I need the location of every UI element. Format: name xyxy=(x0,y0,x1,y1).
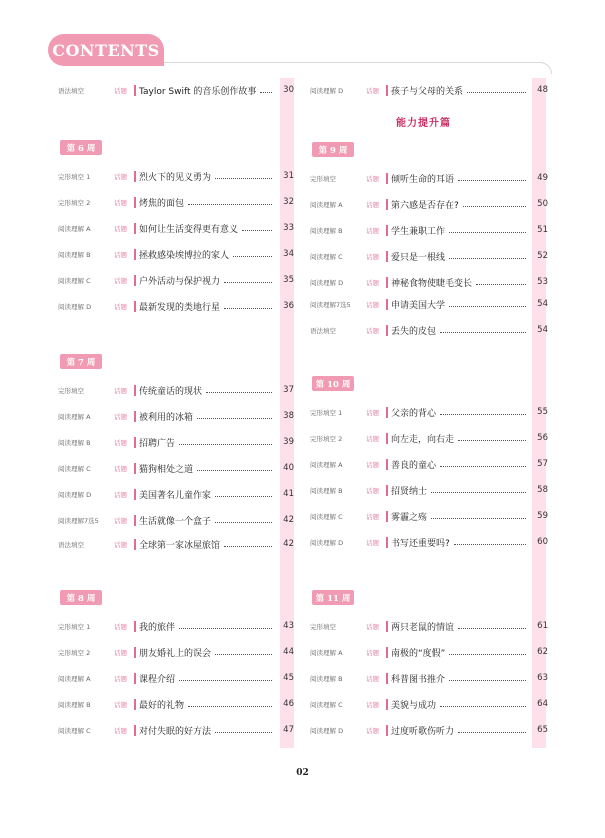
entry-type: 阅读理解 A xyxy=(310,648,343,657)
entry-marker xyxy=(386,173,388,184)
entry-page-number: 42 xyxy=(283,515,294,525)
entry-title: 招贤纳士 xyxy=(391,486,428,497)
entry-type: 阅读理解 D xyxy=(310,726,344,735)
entry-title: 丢失的皮包 xyxy=(391,326,437,337)
entry-page-number: 49 xyxy=(537,173,548,183)
entry-leader xyxy=(431,492,526,493)
entry-page-number: 47 xyxy=(283,725,294,735)
entry-marker xyxy=(386,199,388,210)
entry-type: 阅读理解 C xyxy=(310,512,343,521)
toc-entry[interactable] xyxy=(310,720,548,740)
entry-marker xyxy=(386,225,388,236)
toc-entry[interactable] xyxy=(58,642,294,662)
entry-type: 阅读理解 A xyxy=(310,460,343,469)
entry-topic-tag: 话题 xyxy=(366,86,379,95)
toc-entry[interactable] xyxy=(310,272,548,292)
entry-topic-tag: 话题 xyxy=(114,700,127,709)
toc-entry[interactable] xyxy=(58,296,294,316)
entry-marker xyxy=(134,171,136,182)
toc-entry[interactable] xyxy=(58,192,294,212)
entry-leader xyxy=(224,282,272,283)
entry-topic-tag: 话题 xyxy=(366,300,379,309)
entry-type: 语法填空 xyxy=(58,540,84,549)
entry-title: 孩子与父母的关系 xyxy=(391,86,464,97)
entry-title: 申请美国大学 xyxy=(391,300,446,311)
entry-page-number: 46 xyxy=(283,699,294,709)
entry-marker xyxy=(134,725,136,736)
entry-marker xyxy=(134,673,136,684)
entry-marker xyxy=(134,411,136,422)
entry-title: 课程介绍 xyxy=(139,674,176,685)
toc-entry[interactable] xyxy=(58,270,294,290)
entry-title: 父亲的背心 xyxy=(391,408,437,419)
entry-topic-tag: 话题 xyxy=(114,172,127,181)
entry-title: 爱只是一根线 xyxy=(391,252,446,263)
toc-entry[interactable] xyxy=(310,80,548,100)
toc-entry[interactable] xyxy=(58,80,294,100)
entry-type: 阅读理解 D xyxy=(310,86,344,95)
week-badge: 第 9 周 xyxy=(312,142,354,157)
entry-topic-tag: 话题 xyxy=(366,512,379,521)
entry-page-number: 35 xyxy=(283,275,294,285)
entry-page-number: 50 xyxy=(537,199,548,209)
entry-type: 完形填空 2 xyxy=(58,198,91,207)
entry-type: 阅读理解 D xyxy=(310,278,344,287)
entry-page-number: 42 xyxy=(283,539,294,549)
entry-page-number: 51 xyxy=(537,225,548,235)
entry-leader xyxy=(197,470,272,471)
entry-leader xyxy=(260,92,272,93)
entry-marker xyxy=(386,325,388,336)
entry-marker xyxy=(386,85,388,96)
page-number: 02 xyxy=(296,768,309,778)
entry-leader xyxy=(215,496,272,497)
entry-topic-tag: 话题 xyxy=(114,726,127,735)
entry-marker xyxy=(134,489,136,500)
entry-leader xyxy=(476,284,526,285)
entry-page-number: 32 xyxy=(283,197,294,207)
entry-leader xyxy=(449,680,526,681)
entry-title: 户外活动与保护视力 xyxy=(139,276,221,287)
entry-leader xyxy=(197,418,272,419)
entry-leader xyxy=(449,654,526,655)
entry-page-number: 31 xyxy=(283,171,294,181)
entry-page-number: 36 xyxy=(283,301,294,311)
entry-marker xyxy=(386,407,388,418)
entry-page-number: 62 xyxy=(537,647,548,657)
entry-type: 完形填空 1 xyxy=(58,172,91,181)
entry-title: 科普图书推介 xyxy=(391,674,446,685)
entry-title: 生活就像一个盒子 xyxy=(139,516,212,527)
week-badge: 第 10 周 xyxy=(312,376,354,391)
entry-topic-tag: 话题 xyxy=(366,200,379,209)
entry-topic-tag: 话题 xyxy=(366,622,379,631)
entry-topic-tag: 话题 xyxy=(114,516,127,525)
entry-leader xyxy=(449,306,526,307)
entry-title: 南极的“度假” xyxy=(391,648,446,659)
entry-page-number: 45 xyxy=(283,673,294,683)
entry-title: 被利用的冰箱 xyxy=(139,412,194,423)
entry-type: 阅读理解7选5 xyxy=(58,516,99,525)
entry-marker xyxy=(386,647,388,658)
entry-title: 学生兼职工作 xyxy=(391,226,446,237)
entry-leader xyxy=(458,440,526,441)
entry-title: 第六感是否存在? xyxy=(391,200,459,211)
entry-title: Taylor Swift 的音乐创作故事 xyxy=(139,86,257,97)
entry-topic-tag: 话题 xyxy=(366,700,379,709)
entry-type: 阅读理解 B xyxy=(310,674,343,683)
entry-marker xyxy=(386,299,388,310)
toc-entry[interactable] xyxy=(58,406,294,426)
toc-entry[interactable] xyxy=(310,220,548,240)
toc-entry[interactable] xyxy=(58,432,294,452)
toc-entry[interactable] xyxy=(310,294,548,314)
entry-topic-tag: 话题 xyxy=(114,648,127,657)
entry-title: 传统童话的现状 xyxy=(139,386,203,397)
toc-entry[interactable] xyxy=(58,166,294,186)
contents-title: CONTENTS xyxy=(48,34,164,66)
toc-entry[interactable] xyxy=(58,484,294,504)
entry-marker xyxy=(134,197,136,208)
toc-entry[interactable] xyxy=(310,168,548,188)
entry-topic-tag: 话题 xyxy=(114,198,127,207)
entry-type: 阅读理解 C xyxy=(58,726,91,735)
entry-leader xyxy=(440,466,526,467)
entry-type: 阅读理解 B xyxy=(310,226,343,235)
entry-leader xyxy=(431,518,526,519)
toc-entry[interactable] xyxy=(58,616,294,636)
entry-type: 完形填空 1 xyxy=(58,622,91,631)
entry-topic-tag: 话题 xyxy=(114,276,127,285)
entry-page-number: 41 xyxy=(283,489,294,499)
entry-title: 向左走，向右走 xyxy=(391,434,455,445)
toc-entry[interactable] xyxy=(58,510,294,530)
entry-marker xyxy=(134,515,136,526)
entry-page-number: 60 xyxy=(537,537,548,547)
entry-topic-tag: 话题 xyxy=(114,224,127,233)
entry-title: 雾霾之殇 xyxy=(391,512,428,523)
entry-page-number: 43 xyxy=(283,621,294,631)
entry-leader xyxy=(454,544,526,545)
entry-page-number: 59 xyxy=(537,511,548,521)
week-badge: 第 7 周 xyxy=(60,354,102,369)
week-badge: 第 6 周 xyxy=(60,140,102,155)
entry-marker xyxy=(134,385,136,396)
entry-type: 完形填空 2 xyxy=(58,648,91,657)
week-badge: 第 8 周 xyxy=(60,590,102,605)
section-title: 能力提升篇 xyxy=(396,118,451,129)
entry-type: 语法填空 xyxy=(310,326,336,335)
toc-entry[interactable] xyxy=(310,480,548,500)
entry-leader xyxy=(458,732,526,733)
toc-entry[interactable] xyxy=(310,506,548,526)
entry-marker xyxy=(386,621,388,632)
entry-page-number: 64 xyxy=(537,699,548,709)
entry-leader xyxy=(440,414,526,415)
entry-page-number: 65 xyxy=(537,725,548,735)
entry-topic-tag: 话题 xyxy=(366,486,379,495)
entry-marker xyxy=(386,725,388,736)
toc-entry[interactable] xyxy=(310,246,548,266)
entry-type: 阅读理解 D xyxy=(58,302,92,311)
entry-topic-tag: 话题 xyxy=(366,252,379,261)
toc-entry[interactable] xyxy=(58,458,294,478)
entry-type: 阅读理解 C xyxy=(58,276,91,285)
toc-entry[interactable] xyxy=(310,428,548,448)
entry-type: 阅读理解 A xyxy=(58,412,91,421)
entry-marker xyxy=(134,699,136,710)
entry-page-number: 53 xyxy=(537,277,548,287)
toc-entry[interactable] xyxy=(58,668,294,688)
entry-leader xyxy=(206,392,272,393)
entry-topic-tag: 话题 xyxy=(114,674,127,683)
toc-entry[interactable] xyxy=(58,218,294,238)
entry-type: 阅读理解7选5 xyxy=(310,300,351,309)
entry-topic-tag: 话题 xyxy=(366,174,379,183)
entry-type: 阅读理解 C xyxy=(310,700,343,709)
entry-topic-tag: 话题 xyxy=(114,622,127,631)
entry-title: 对付失眠的好方法 xyxy=(139,726,212,737)
entry-type: 阅读理解 B xyxy=(58,438,91,447)
toc-entry[interactable] xyxy=(310,532,548,552)
entry-leader xyxy=(242,230,272,231)
toc-entry[interactable] xyxy=(310,454,548,474)
entry-leader xyxy=(179,628,272,629)
entry-topic-tag: 话题 xyxy=(366,726,379,735)
entry-marker xyxy=(134,275,136,286)
entry-marker xyxy=(386,699,388,710)
entry-title: 书写还重要吗? xyxy=(391,538,450,549)
entry-page-number: 63 xyxy=(537,673,548,683)
entry-type: 语法填空 xyxy=(58,86,84,95)
entry-title: 美貌与成功 xyxy=(391,700,437,711)
entry-type: 阅读理解 C xyxy=(58,464,91,473)
entry-title: 烈火下的见义勇为 xyxy=(139,172,212,183)
entry-topic-tag: 话题 xyxy=(366,648,379,657)
toc-entry[interactable] xyxy=(310,694,548,714)
entry-leader xyxy=(440,706,526,707)
toc-entry[interactable] xyxy=(310,320,548,340)
entry-marker xyxy=(134,85,136,96)
entry-topic-tag: 话题 xyxy=(366,278,379,287)
entry-marker xyxy=(134,223,136,234)
entry-topic-tag: 话题 xyxy=(366,434,379,443)
entry-type: 完形填空 1 xyxy=(310,408,343,417)
entry-title: 拯救感染埃博拉的家人 xyxy=(139,250,230,261)
entry-title: 倾听生命的耳语 xyxy=(391,174,455,185)
entry-marker xyxy=(134,463,136,474)
entry-page-number: 44 xyxy=(283,647,294,657)
entry-leader xyxy=(179,680,272,681)
entry-leader xyxy=(215,732,272,733)
toc-entry[interactable] xyxy=(58,244,294,264)
entry-marker xyxy=(134,647,136,658)
entry-leader xyxy=(179,444,272,445)
toc-entry[interactable] xyxy=(310,194,548,214)
entry-title: 善良的童心 xyxy=(391,460,437,471)
toc-entry[interactable] xyxy=(58,380,294,400)
entry-topic-tag: 话题 xyxy=(366,674,379,683)
entry-title: 烤焦的面包 xyxy=(139,198,185,209)
entry-type: 阅读理解 D xyxy=(310,538,344,547)
entry-type: 阅读理解 A xyxy=(310,200,343,209)
entry-leader xyxy=(224,546,272,547)
entry-leader xyxy=(440,332,526,333)
entry-page-number: 54 xyxy=(537,299,548,309)
entry-title: 过度听歌伤听力 xyxy=(391,726,455,737)
entry-title: 两只老鼠的情谊 xyxy=(391,622,455,633)
entry-leader xyxy=(224,308,272,309)
entry-title: 如何让生活变得更有意义 xyxy=(139,224,239,235)
entry-topic-tag: 话题 xyxy=(114,412,127,421)
entry-leader xyxy=(215,522,272,523)
toc-entry[interactable] xyxy=(58,534,294,554)
entry-title: 全球第一家冰屋旅馆 xyxy=(139,540,221,551)
entry-title: 神秘食物使睫毛变长 xyxy=(391,278,473,289)
entry-type: 完形填空 xyxy=(58,386,84,395)
entry-type: 阅读理解 B xyxy=(58,700,91,709)
toc-entry[interactable] xyxy=(310,642,548,662)
entry-page-number: 40 xyxy=(283,463,294,473)
entry-leader xyxy=(467,92,526,93)
entry-type: 阅读理解 A xyxy=(58,224,91,233)
entry-type: 完形填空 xyxy=(310,622,336,631)
week-badge: 第 11 周 xyxy=(312,590,354,605)
entry-leader xyxy=(449,258,526,259)
entry-page-number: 56 xyxy=(537,433,548,443)
entry-title: 最好的礼物 xyxy=(139,700,185,711)
entry-marker xyxy=(134,621,136,632)
entry-leader xyxy=(215,654,272,655)
entry-type: 阅读理解 D xyxy=(58,490,92,499)
entry-topic-tag: 话题 xyxy=(114,250,127,259)
toc-entry[interactable] xyxy=(310,668,548,688)
entry-page-number: 37 xyxy=(283,385,294,395)
entry-topic-tag: 话题 xyxy=(114,540,127,549)
entry-title: 猫狗相处之道 xyxy=(139,464,194,475)
entry-marker xyxy=(386,511,388,522)
entry-topic-tag: 话题 xyxy=(114,438,127,447)
entry-leader xyxy=(233,256,272,257)
entry-type: 阅读理解 C xyxy=(310,252,343,261)
entry-leader xyxy=(458,180,526,181)
entry-leader xyxy=(215,178,272,179)
entry-marker xyxy=(134,539,136,550)
entry-marker xyxy=(134,437,136,448)
entry-title: 招聘广告 xyxy=(139,438,176,449)
entry-page-number: 55 xyxy=(537,407,548,417)
entry-marker xyxy=(134,301,136,312)
entry-topic-tag: 话题 xyxy=(366,226,379,235)
entry-marker xyxy=(386,673,388,684)
toc-entry[interactable] xyxy=(310,402,548,422)
entry-page-number: 58 xyxy=(537,485,548,495)
entry-page-number: 57 xyxy=(537,459,548,469)
entry-page-number: 61 xyxy=(537,621,548,631)
entry-page-number: 52 xyxy=(537,251,548,261)
entry-leader xyxy=(463,206,526,207)
entry-page-number: 48 xyxy=(537,85,548,95)
entry-title: 最新发现的类地行星 xyxy=(139,302,221,313)
entry-marker xyxy=(386,459,388,470)
entry-topic-tag: 话题 xyxy=(114,302,127,311)
entry-type: 完形填空 2 xyxy=(310,434,343,443)
entry-topic-tag: 话题 xyxy=(114,490,127,499)
entry-page-number: 54 xyxy=(537,325,548,335)
entry-topic-tag: 话题 xyxy=(366,460,379,469)
entry-topic-tag: 话题 xyxy=(114,386,127,395)
entry-topic-tag: 话题 xyxy=(114,86,127,95)
entry-leader xyxy=(188,706,272,707)
toc-entry[interactable] xyxy=(58,694,294,714)
entry-topic-tag: 话题 xyxy=(114,464,127,473)
entry-page-number: 33 xyxy=(283,223,294,233)
entry-leader xyxy=(458,628,526,629)
entry-type: 阅读理解 A xyxy=(58,674,91,683)
entry-page-number: 39 xyxy=(283,437,294,447)
entry-type: 完形填空 xyxy=(310,174,336,183)
entry-title: 美国著名儿童作家 xyxy=(139,490,212,501)
entry-topic-tag: 话题 xyxy=(366,538,379,547)
entry-page-number: 38 xyxy=(283,411,294,421)
entry-title: 我的旅伴 xyxy=(139,622,176,633)
entry-marker xyxy=(386,433,388,444)
toc-entry[interactable] xyxy=(58,720,294,740)
entry-leader xyxy=(188,204,272,205)
toc-entry[interactable] xyxy=(310,616,548,636)
entry-marker xyxy=(386,485,388,496)
entry-topic-tag: 话题 xyxy=(366,408,379,417)
entry-marker xyxy=(386,537,388,548)
entry-type: 阅读理解 B xyxy=(310,486,343,495)
entry-marker xyxy=(134,249,136,260)
entry-type: 阅读理解 B xyxy=(58,250,91,259)
header-rule xyxy=(160,62,552,74)
entry-marker xyxy=(386,277,388,288)
entry-topic-tag: 话题 xyxy=(366,326,379,335)
entry-title: 朋友婚礼上的误会 xyxy=(139,648,212,659)
entry-page-number: 34 xyxy=(283,249,294,259)
entry-marker xyxy=(386,251,388,262)
entry-leader xyxy=(449,232,526,233)
entry-page-number: 30 xyxy=(283,85,294,95)
